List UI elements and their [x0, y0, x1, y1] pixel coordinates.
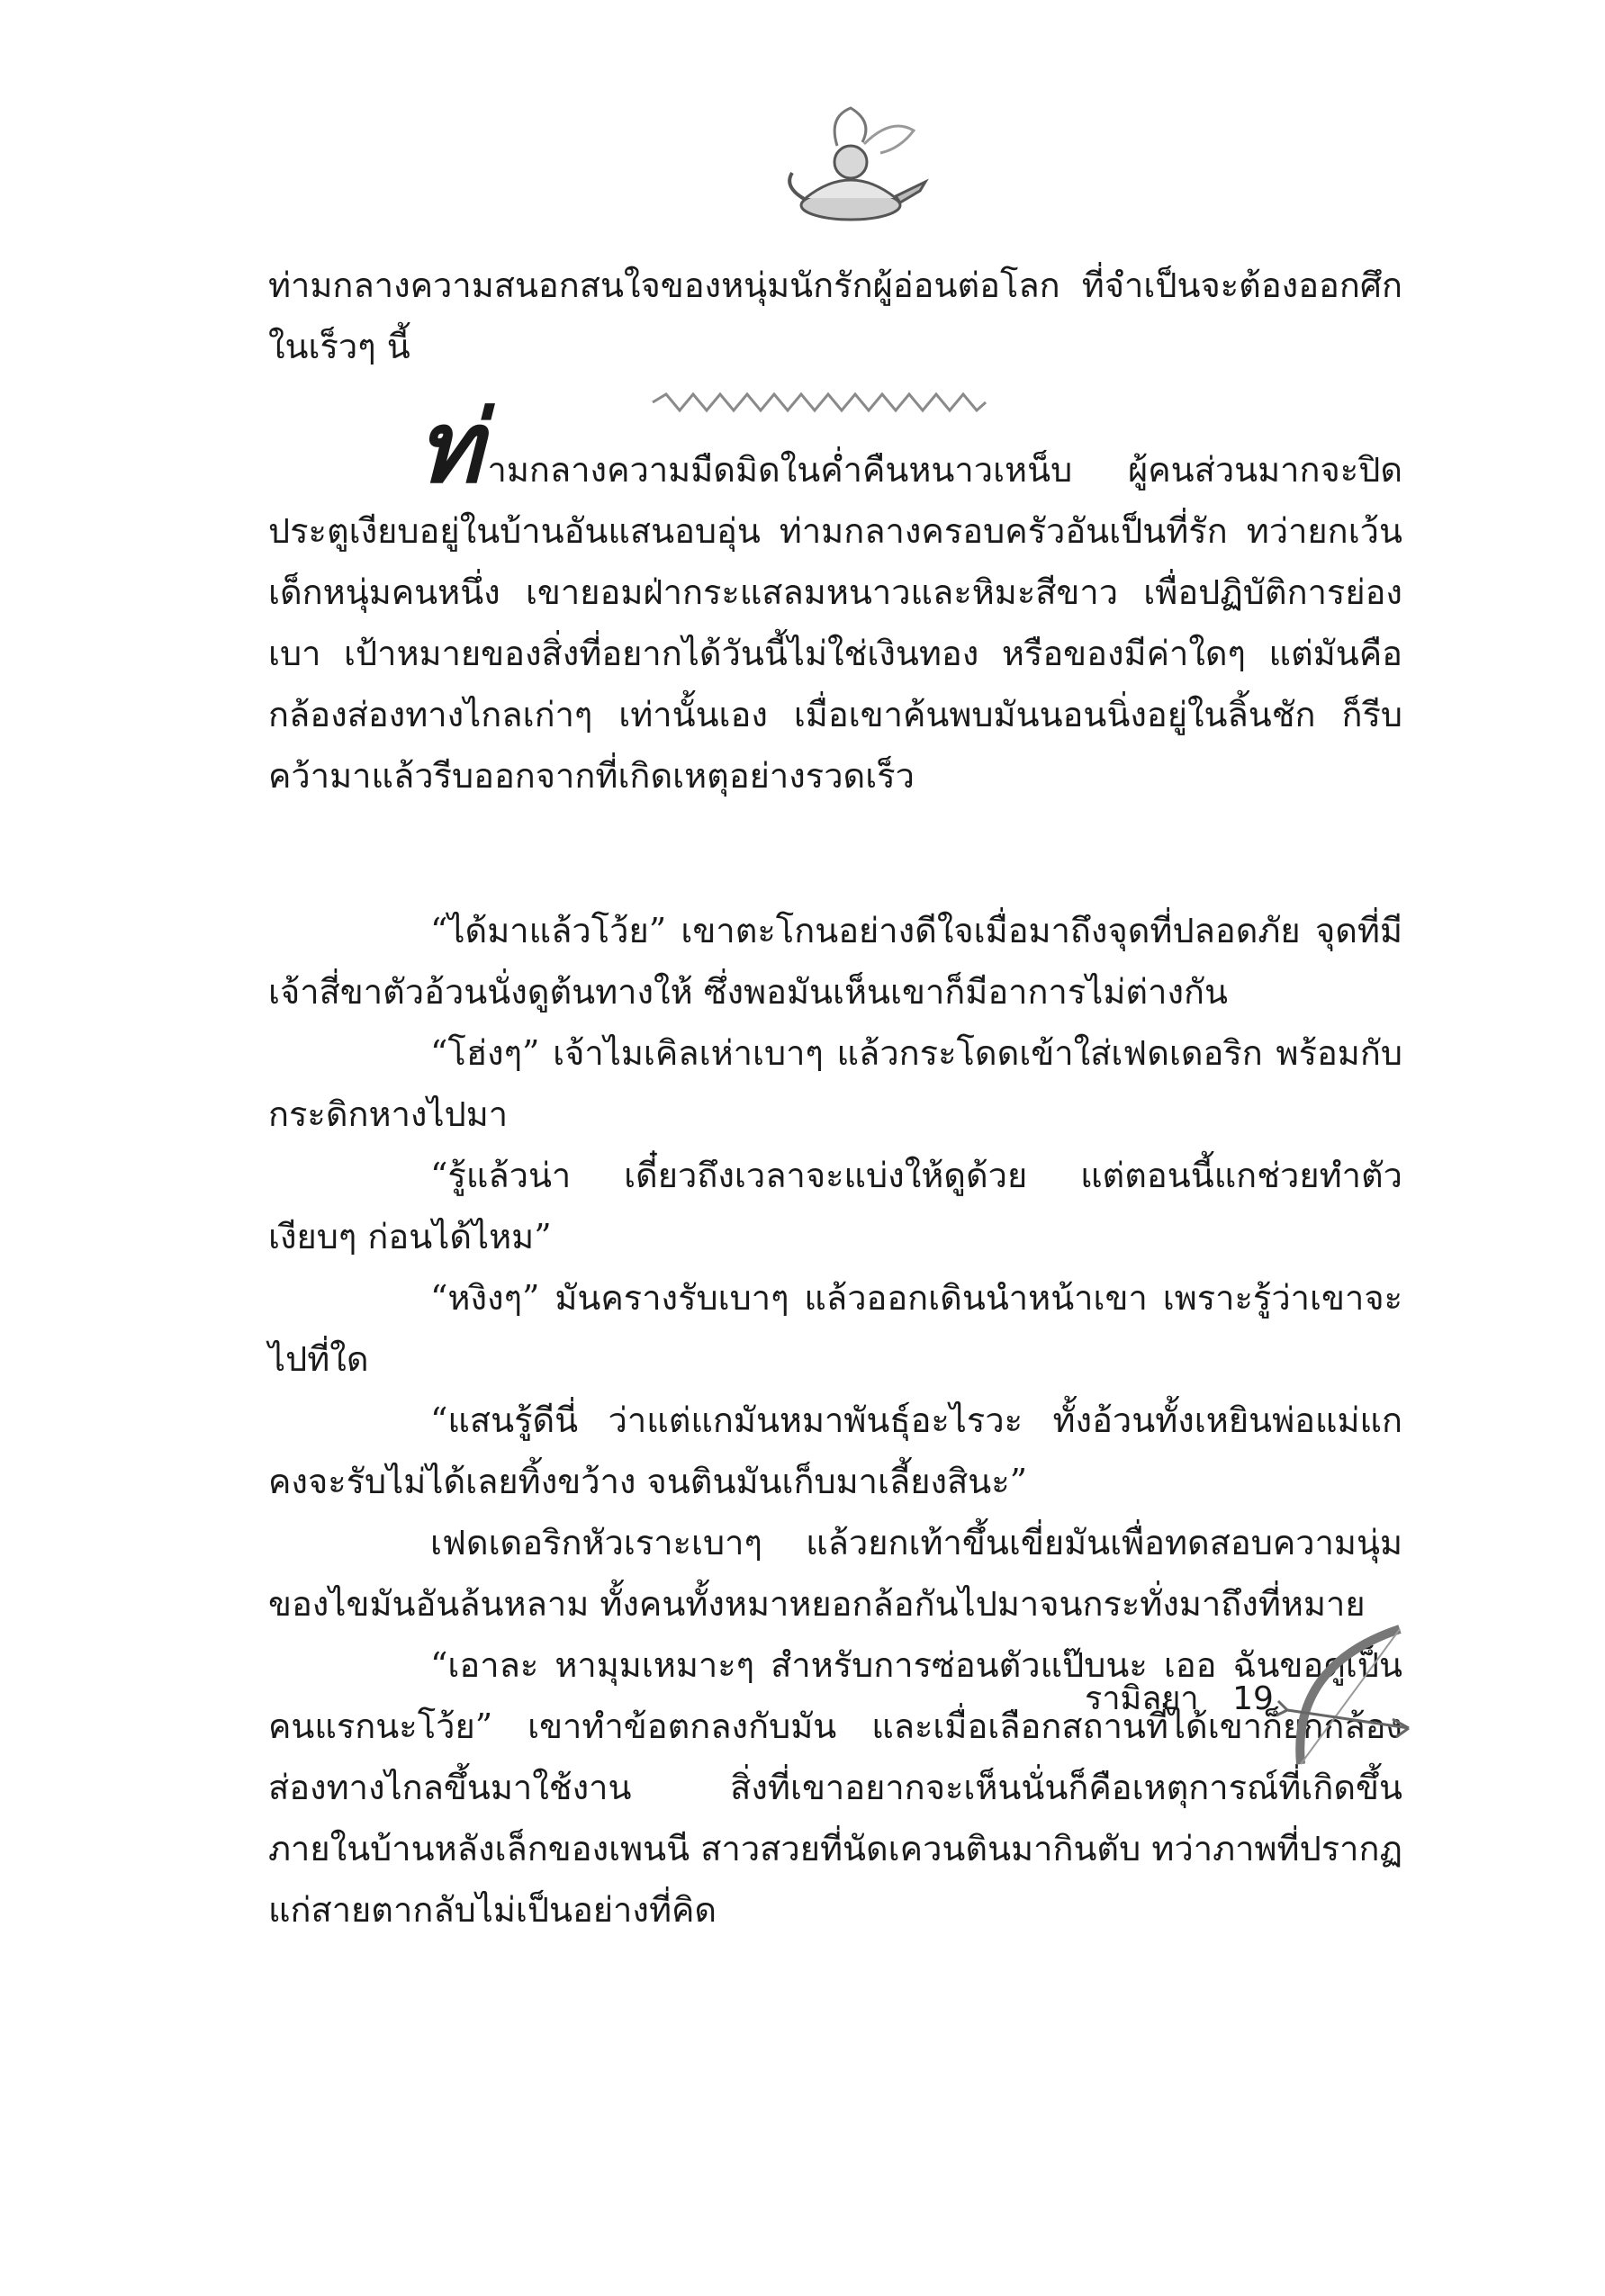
page-footer [1085, 1672, 1297, 1724]
divider-ornament [648, 387, 990, 418]
dropcap-paragraph [268, 389, 1402, 806]
bow-arrow-icon [1274, 1611, 1427, 1782]
dropcap-paragraph-text: ามกลางความมืดมิดในค่ำคืนหนาวเหน็บ ผู้คนส่วนมากจะปิดประตูเงียบอยู่ในบ้านอันแสนอบอุ่น ท่ามกลางครอบครัวอันเป็นที่รัก ทว่ายกเว้นเด็กหนุ่มคนหนึ่ง เขายอมฝ่ากระแสลมหนาวและหิมะสีขาว เพื่อปฏิบัติการย่องเบา เป้าหมายของสิ่งที่อยากได้วันนี้ไม่ใช่เงินทอง หรือของมีค่าใดๆ แต่มันคือกล้องส่องทางไกลเก่าๆ เท่านั้นเอง เมื่อเขาค้นพบมันนอนนิ่งอยู่ในลิ้นชัก ก็รีบคว้ามาแล้วรีบออกจากที่เกิดเหตุอย่างรวดเร็ว [268, 450, 1402, 796]
paragraph: “แสนรู้ดีนี่ ว่าแต่แกมันหมาพันธุ์อะไรวะ ทั้งอ้วนทั้งเหยินพ่อแม่แกคงจะรับไม่ได้เลยทิ้งขว้าง จนตินมันเก็บมาเลี้ยงสินะ” [268, 1400, 1402, 1501]
drop-cap: ท่ [417, 389, 482, 505]
page-number: 19 [1232, 1680, 1274, 1717]
paragraph: “หงิงๆ” มันครางรับเบาๆ แล้วออกเดินนำหน้าเขา เพราะรู้ว่าเขาจะไปที่ใด [268, 1278, 1402, 1379]
paragraph: “ได้มาแล้วโว้ย” เขาตะโกนอย่างดีใจเมื่อมาถึงจุดที่ปลอดภัย จุดที่มีเจ้าสี่ขาตัวอ้วนนั่งดูต้นทางให้ ซึ่งพอมันเห็นเขาก็มีอาการไม่ต่างกัน [268, 911, 1402, 1012]
paragraph: “โฮ่งๆ” เจ้าไมเคิลเห่าเบาๆ แล้วกระโดดเข้าใส่เฟดเดอริก พร้อมกับกระดิกหางไปมา [268, 1033, 1402, 1134]
lamp-icon [765, 99, 936, 234]
paragraph: “เอาละ หามุมเหมาะๆ สำหรับการซ่อนตัวแป๊บนะ เออ ฉันขอดูเป็นคนแรกนะโว้ย” เขาทำข้อตกลงกับมัน และเมื่อเลือกสถานที่ได้เขาก็ยกกล้องส่องทางไกลขึ้นมาใช้งาน สิ่งที่เขาอยากจะเห็นนั่นก็คือเหตุการณ์ที่เกิดขึ้นภายในบ้านหลังเล็กของเพนนี สาวสวยที่นัดเควนตินมากินตับ ทว่าภาพที่ปรากฏแก่สายตากลับไม่เป็นอย่างที่คิด [268, 1645, 1402, 1930]
running-title: รามิลยา [1085, 1680, 1199, 1717]
intro-paragraph: ท่ามกลางความสนอกสนใจของหนุ่มนักรักผู้อ่อนต่อโลก ที่จำเป็นจะต้องออกศึกในเร็วๆ นี้ [268, 266, 1402, 366]
paragraph: เฟดเดอริกหัวเราะเบาๆ แล้วยกเท้าขึ้นเขี่ยมันเพื่อทดสอบความนุ่มของไขมันอันล้นหลาม ทั้งคนทั้งหมาหยอกล้อกันไปมาจนกระทั่งมาถึงที่หมาย [268, 1523, 1402, 1624]
paragraph: “รู้แล้วน่า เดี๋ยวถึงเวลาจะแบ่งให้ดูด้วย แต่ตอนนี้แกช่วยทำตัวเงียบๆ ก่อนได้ไหม” [268, 1156, 1402, 1256]
